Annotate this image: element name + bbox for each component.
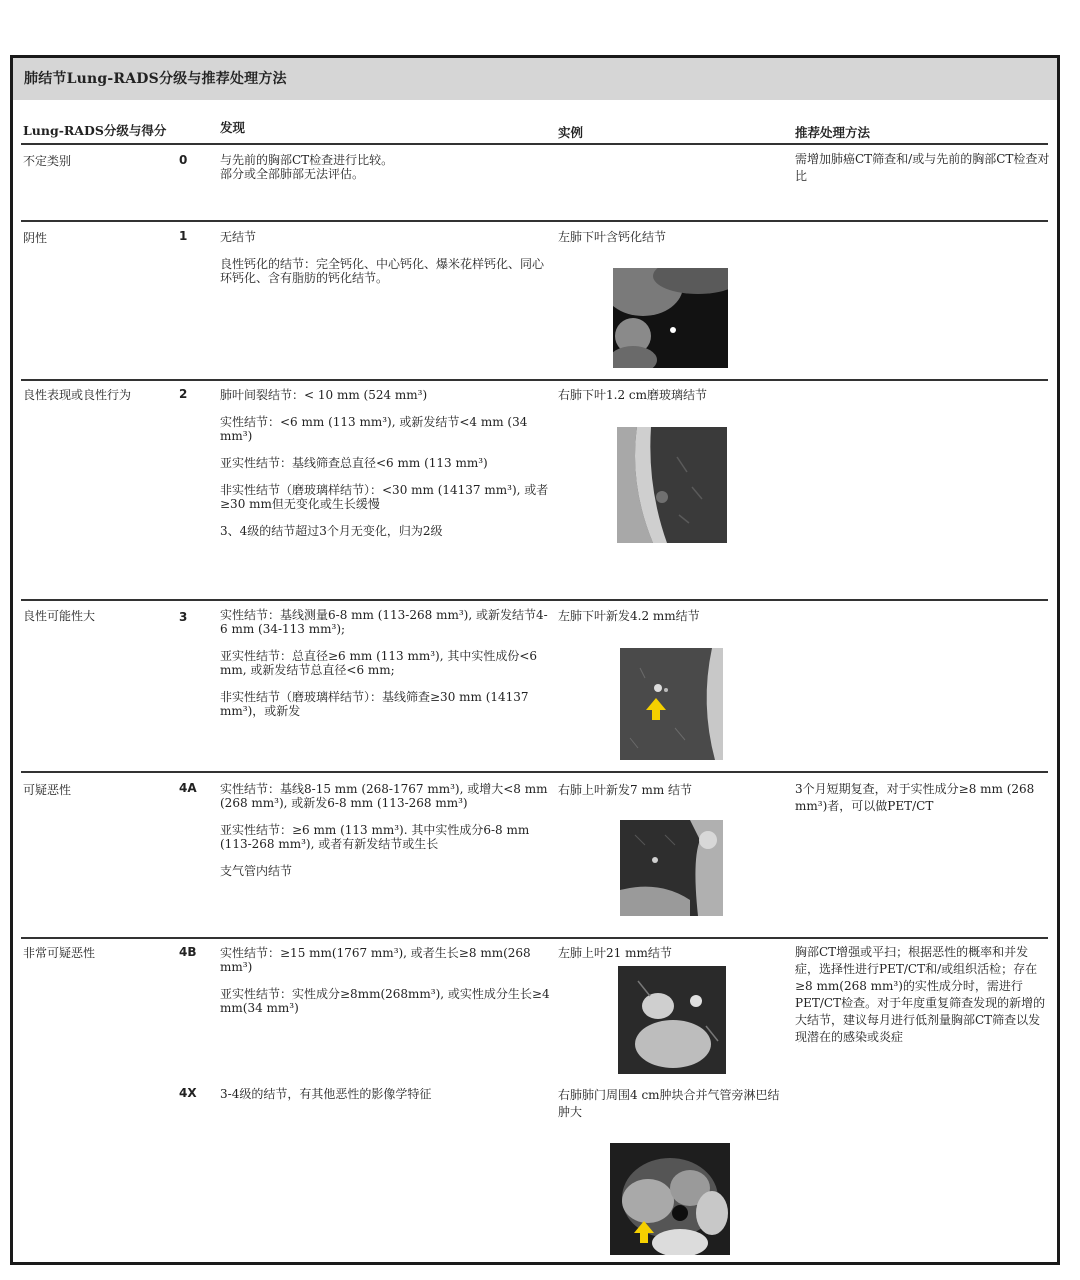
row-2-findings bbox=[220, 388, 550, 551]
finding-text: 肺叶间裂结节：< 10 mm (524 mm³) bbox=[220, 388, 428, 402]
row-4a-score: 4A bbox=[179, 781, 197, 795]
row-3-score: 3 bbox=[179, 610, 188, 624]
finding-text: 实性结节：≥15 mm(1767 mm³), 或者生长≥8 mm(268 mm³) bbox=[220, 946, 531, 974]
header-divider bbox=[21, 143, 1048, 145]
finding-text: 实性结节：<6 mm (113 mm³), 或新发结节<4 mm (34 mm³) bbox=[220, 415, 528, 443]
header-category: Lung-RADS分级与得分 bbox=[23, 123, 167, 138]
row-2-example: 右肺下叶1.2 cm磨玻璃结节 bbox=[558, 388, 707, 402]
finding-text: 与先前的胸部CT检查进行比较。 bbox=[220, 153, 394, 167]
row-4b-example: 左肺上叶21 mm结节 bbox=[558, 946, 672, 960]
row-4b-findings bbox=[220, 946, 550, 1028]
row-divider bbox=[21, 379, 1048, 381]
ct-image-calcified-nodule bbox=[613, 268, 728, 368]
row-0-management: 需增加肺癌CT筛查和/或与先前的胸部CT检查对比 bbox=[795, 152, 1050, 183]
row-divider bbox=[21, 771, 1048, 773]
finding-text: 亚实性结节：基线筛查总直径<6 mm (113 mm³) bbox=[220, 456, 488, 470]
finding-text: 亚实性结节：总直径≥6 mm (113 mm³), 其中实性成份<6 mm, 或新发结节总直径<6 mm; bbox=[220, 649, 538, 677]
row-4a-management: 3个月短期复查，对于实性成分≥8 mm (268 mm³)者，可以做PET/CT bbox=[795, 782, 1035, 813]
finding-text: 无结节 bbox=[220, 230, 257, 244]
row-4a-example: 右肺上叶新发7 mm 结节 bbox=[558, 783, 693, 797]
finding-text: 非实性结节（磨玻璃样结节）：基线筛查≥30 mm (14137 mm³)，或新发 bbox=[220, 690, 529, 718]
row-2-score: 2 bbox=[179, 387, 188, 401]
row-2-category: 良性表现或良性行为 bbox=[23, 388, 132, 402]
row-3-example: 左肺下叶新发4.2 mm结节 bbox=[558, 609, 700, 623]
finding-text: 支气管内结节 bbox=[220, 864, 293, 878]
header-example: 实例 bbox=[558, 125, 584, 140]
row-4b-management: 胸部CT增强或平扫；根据恶性的概率和并发症，选择性进行PET/CT和/或组织活检；存在≥8 mm(268 mm³)的实性成分时，需进行PET/CT检查。对于年度重复筛查发现的新增的大结节，建议每月进行低剂量胸部CT筛查以发现潜在的感染或炎症 bbox=[795, 945, 1046, 1044]
row-0-score: 0 bbox=[179, 153, 188, 167]
row-4a-findings bbox=[220, 782, 550, 891]
row-4b-score: 4B bbox=[179, 945, 197, 959]
row-3-category: 良性可能性大 bbox=[23, 609, 96, 623]
row-0-findings bbox=[220, 153, 550, 181]
row-divider bbox=[21, 599, 1048, 601]
row-4a-category: 可疑恶性 bbox=[23, 783, 72, 797]
row-4x-score: 4X bbox=[179, 1086, 197, 1100]
ct-image-ground-glass-nodule bbox=[617, 427, 727, 543]
row-4x-example: 右肺肺门周围4 cm肿块合并气管旁淋巴结肿大 bbox=[558, 1088, 780, 1119]
row-divider bbox=[21, 220, 1048, 222]
row-4x-findings bbox=[220, 1087, 550, 1101]
page-title: 肺结节Lung-RADS分级与推荐处理方法 bbox=[24, 71, 287, 87]
row-3-findings bbox=[220, 608, 550, 731]
row-0-category: 不定类别 bbox=[23, 154, 72, 168]
finding-text: 亚实性结节：≥6 mm (113 mm³). 其中实性成分6-8 mm (113-268 mm³), 或者有新发结节或生长 bbox=[220, 823, 530, 851]
finding-text: 部分或全部肺部无法评估。 bbox=[220, 167, 365, 181]
row-1-score: 1 bbox=[179, 229, 188, 243]
header-management: 推荐处理方法 bbox=[795, 125, 871, 140]
row-4b-category: 非常可疑恶性 bbox=[23, 946, 96, 960]
finding-text: 亚实性结节：实性成分≥8mm(268mm³), 或实性成分生长≥4 mm(34 mm³) bbox=[220, 987, 550, 1015]
finding-text: 实性结节：基线测量6-8 mm (113-268 mm³), 或新发结节4-6 mm (34-113 mm³); bbox=[220, 608, 548, 636]
ct-image-21mm-nodule bbox=[618, 966, 726, 1074]
title-bar bbox=[13, 58, 1057, 100]
header-findings: 发现 bbox=[220, 120, 246, 135]
ct-image-hilar-mass bbox=[610, 1143, 730, 1255]
finding-text: 良性钙化的结节：完全钙化、中心钙化、爆米花样钙化、同心环钙化、含有脂肪的钙化结节。 bbox=[220, 257, 545, 285]
ct-image-7mm-nodule bbox=[620, 820, 723, 916]
row-1-findings bbox=[220, 230, 550, 298]
finding-text: 3、4级的结节超过3个月无变化，归为2级 bbox=[220, 524, 443, 538]
row-1-category: 阴性 bbox=[23, 231, 48, 245]
ct-image-new-nodule bbox=[620, 648, 723, 760]
row-1-example: 左肺下叶含钙化结节 bbox=[558, 230, 667, 244]
row-divider bbox=[21, 937, 1048, 939]
lung-rads-table bbox=[10, 55, 1060, 1265]
finding-text: 实性结节：基线8-15 mm (268-1767 mm³), 或增大<8 mm (268 mm³), 或新发6-8 mm (113-268 mm³) bbox=[220, 782, 548, 810]
finding-text: 非实性结节（磨玻璃样结节）：<30 mm (14137 mm³), 或者≥30 mm但无变化或生长缓慢 bbox=[220, 483, 549, 511]
finding-text: 3-4级的结节，有其他恶性的影像学特征 bbox=[220, 1087, 432, 1101]
